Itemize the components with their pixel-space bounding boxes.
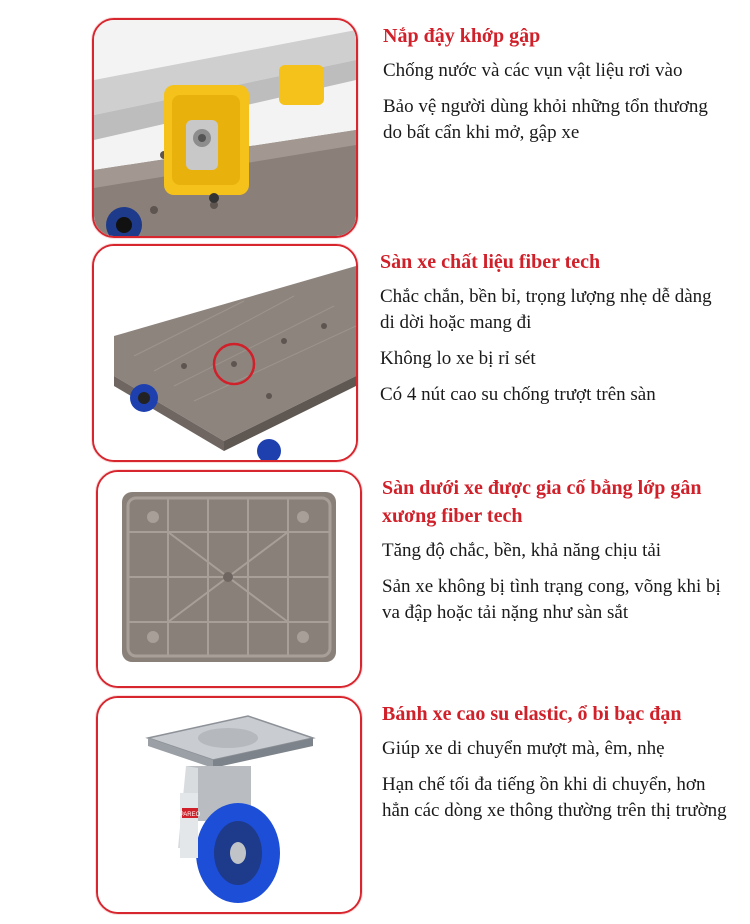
feature-bullet: Hạn chế tối đa tiếng ồn khi di chuyển, hơn hẳn các dòng xe thông thường trên thị trường bbox=[382, 774, 727, 821]
feature-bullet: Sản xe không bị tình trạng cong, võng khi bị va đập hoặc tải nặng như sàn sắt bbox=[382, 576, 721, 623]
fiber-deck-photo bbox=[92, 244, 358, 462]
feature-bullet: Chắc chắn, bền bỉ, trọng lượng nhẹ dễ dàng di dời hoặc mang đi bbox=[380, 286, 712, 333]
feature-bullet: Tăng độ chắc, bền, khả năng chịu tải bbox=[382, 540, 662, 561]
feature-bullet: Không lo xe bị rỉ sét bbox=[380, 348, 536, 369]
caster-photo bbox=[96, 696, 362, 914]
feature-title: Bánh xe cao su elastic, ổ bi bạc đạn bbox=[382, 703, 682, 725]
feature-bullet: Bảo vệ người dùng khỏi những tổn thương do bất cẩn khi mở, gập xe bbox=[383, 96, 708, 143]
feature-title: Sàn xe chất liệu fiber tech bbox=[380, 251, 601, 273]
caster-brand-label: PAREO bbox=[179, 812, 201, 818]
caster-image bbox=[98, 698, 360, 912]
underside-image bbox=[98, 472, 360, 686]
feature-bullet: Chống nước và các vụn vật liệu rơi vào bbox=[383, 60, 683, 81]
feature-title: Nắp đậy khớp gập bbox=[383, 25, 541, 47]
fiber-deck-image bbox=[94, 246, 356, 460]
feature-bullet: Giúp xe di chuyển mượt mà, êm, nhẹ bbox=[382, 738, 665, 759]
hinge-cover-image bbox=[94, 20, 356, 236]
hinge-cover-photo bbox=[92, 18, 358, 238]
feature-bullet: Có 4 nút cao su chống trượt trên sàn bbox=[380, 384, 656, 405]
feature-title: Sàn dưới xe được gia cố bằng lớp gân xương fiber tech bbox=[382, 477, 702, 527]
underside-photo bbox=[96, 470, 362, 688]
